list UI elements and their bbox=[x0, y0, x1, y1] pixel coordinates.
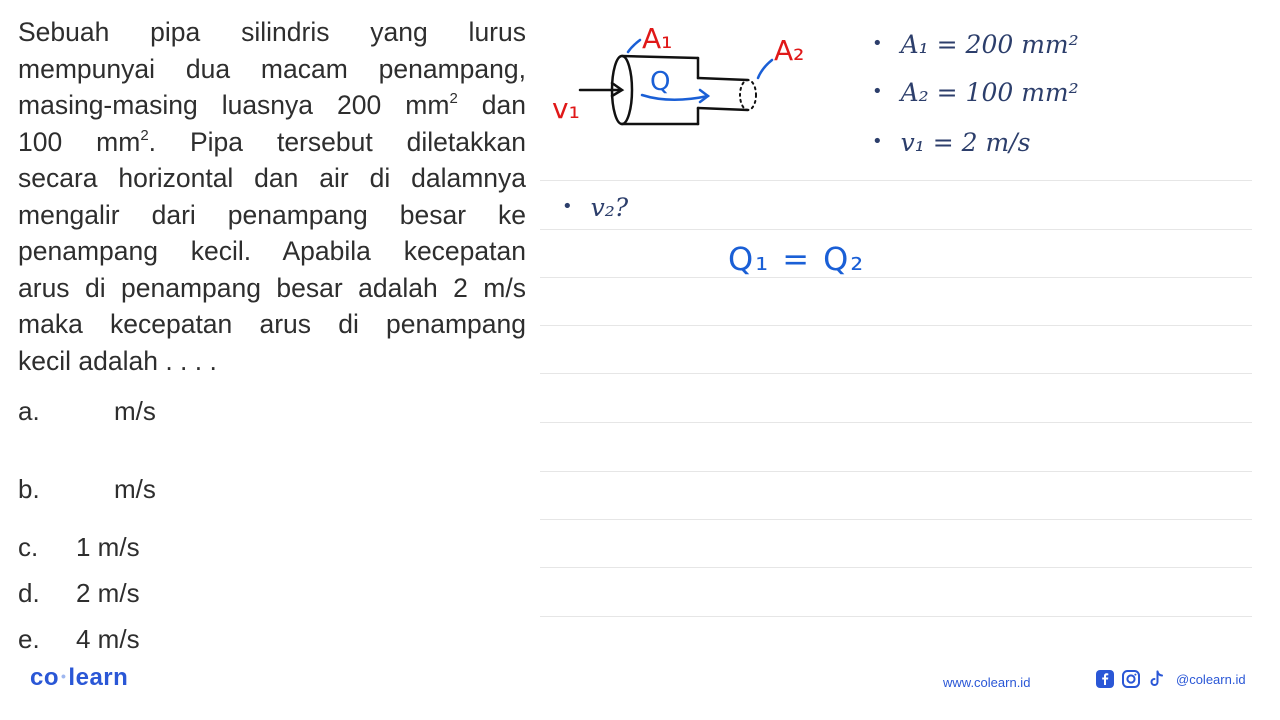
question-line: masing-masing luasnya 200 $mm^2$ dan bbox=[18, 90, 527, 120]
question-line: maka kecepatan arus di penampang bbox=[18, 309, 526, 339]
label-a2: A₂ bbox=[774, 34, 805, 67]
ruled-line bbox=[540, 325, 1252, 326]
given-a2: • A₂ = 100 mm² bbox=[872, 78, 1079, 107]
option-b: b. m/s bbox=[18, 474, 156, 504]
given-v1: • v₁ = 2 m/s bbox=[872, 128, 1031, 157]
question-line: kecil adalah . . . . bbox=[18, 345, 217, 376]
question-line: Sebuah pipa silindris yang lurus bbox=[18, 17, 526, 47]
superscript: 2 bbox=[449, 90, 458, 107]
option-d: d. 2 m/s bbox=[18, 578, 140, 608]
tiktok-icon[interactable] bbox=[1148, 670, 1166, 688]
option-c: c. 1 m/s bbox=[18, 532, 140, 562]
asked-v2: • v₂? bbox=[562, 193, 629, 222]
question-line: secara horizontal dan air di dalamnya bbox=[18, 163, 526, 193]
ruled-line bbox=[540, 422, 1252, 423]
question-line: penampang kecil. Apabila kecepatan bbox=[18, 236, 526, 266]
question-line: mempunyai dua macam penampang, bbox=[18, 53, 526, 84]
ruled-line bbox=[540, 471, 1252, 472]
superscript: 2 bbox=[140, 126, 149, 144]
social-handle: @colearn.id bbox=[1176, 671, 1246, 687]
ruled-line bbox=[540, 229, 1252, 230]
colearn-logo: co •learn bbox=[30, 664, 129, 691]
option-e: e. 4 m/s bbox=[18, 624, 140, 654]
social-links bbox=[1096, 670, 1246, 688]
facebook-icon[interactable] bbox=[1096, 670, 1114, 688]
equation-q1-q2: Q₁ = Q₂ bbox=[728, 240, 866, 278]
question-line: 100 $mm^2$. Pipa tersebut diletakkan bbox=[18, 126, 526, 157]
website-link[interactable]: www.colearn.id bbox=[943, 675, 1031, 690]
ruled-line bbox=[540, 616, 1252, 617]
question-line: mengalir dari penampang besar ke bbox=[18, 199, 526, 230]
question-line: arus di penampang besar adalah 2 m/s bbox=[18, 272, 526, 303]
label-v1: v₁ bbox=[552, 92, 580, 125]
ruled-line bbox=[540, 567, 1252, 568]
ruled-line bbox=[540, 519, 1252, 520]
question-text bbox=[18, 14, 526, 379]
given-a1: • A₁ = 200 mm² bbox=[872, 30, 1079, 59]
instagram-icon[interactable] bbox=[1122, 670, 1140, 688]
ruled-line bbox=[540, 180, 1252, 181]
ruled-line bbox=[540, 277, 1252, 278]
pipe-sketch bbox=[550, 20, 850, 140]
label-a1: A₁ bbox=[642, 22, 673, 55]
label-q: Q bbox=[650, 67, 671, 97]
option-a: a. m/s bbox=[18, 396, 156, 426]
ruled-line bbox=[540, 373, 1252, 374]
